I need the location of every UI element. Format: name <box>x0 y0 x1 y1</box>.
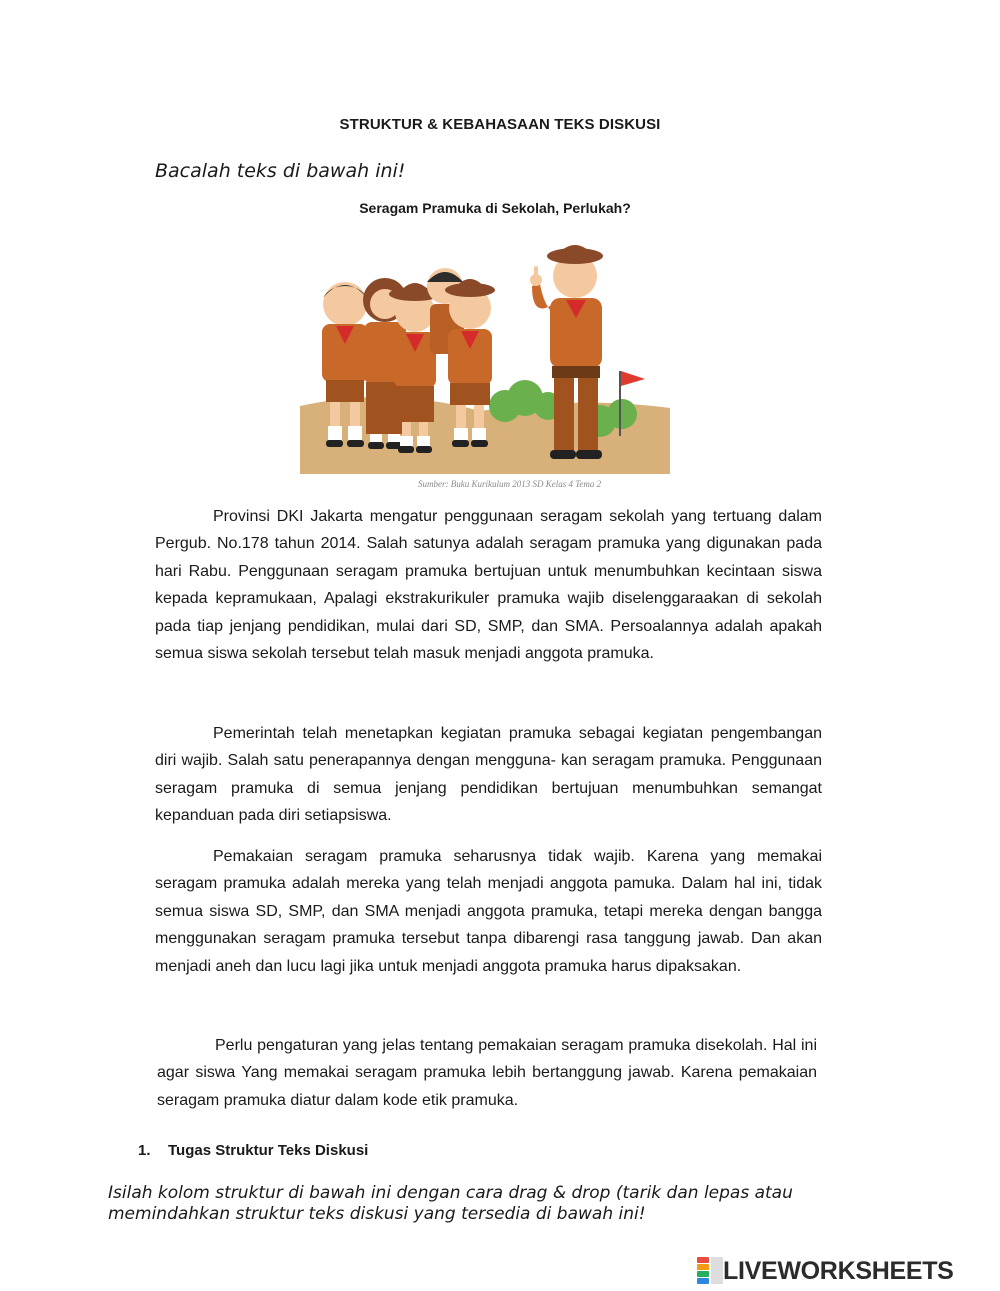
scout-illustration-svg <box>300 236 670 491</box>
task-number: 1. <box>138 1142 151 1159</box>
paragraph-1: Provinsi DKI Jakarta mengatur penggunaan seragam sekolah yang tertuang dalam Pergub. No.178 tahun 2014. Salah satunya adalah seragam pramuka yang digunakan pada hari Rabu. Penggunaan seragam pramuka bertujuan untuk menumbuhkan kecintaan siswa kepada kepramukaan, Apalagi ekstrakurikuler pramuka wajib diselenggaraakan di sekolah pada tiap jenjang pendidikan, mulai dari SD, SMP, dan SMA. Persoalannya adalah apakah semua siswa sekolah tersebut telah masuk menjadi anggota pramuka. <box>155 508 822 663</box>
scout-illustration <box>300 236 670 491</box>
article-title: Seragam Pramuka di Sekolah, Perlukah? <box>359 200 631 216</box>
task-title: Tugas Struktur Teks Diskusi <box>168 1142 369 1159</box>
paragraph-3: Pemakaian seragam pramuka seharusnya tidak wajib. Karena yang memakai seragam pramuka adalah mereka yang telah menjadi anggota pamuka. Dalam hal ini, tidak semua siswa SD, SMP, dan SMA menjadi anggota pramuka, tetapi mereka dengan bangga menggunakan seragam pramuka tersebut tanpa dibarengi rasa tanggung jawab. Dan akan menjadi aneh dan lucu lagi jika untuk menjadi anggota pramuka harus dipaksakan. <box>155 848 822 975</box>
page-title: STRUKTUR & KEBAHASAAN TEKS DISKUSI <box>339 116 661 133</box>
task-instruction: Isilah kolom struktur di bawah ini dengan cara drag & drop (tarik dan lepas atau memindahkan struktur teks diskusi yang tersedia di bawah ini! <box>108 1183 793 1224</box>
liveworksheets-logo <box>697 1256 954 1286</box>
paragraph-2: Pemerintah telah menetapkan kegiatan pramuka sebagai kegiatan pengembangan diri wajib. Salah satu penerapannya dengan mengguna- kan seragam pramuka. Penggunaan seragam pramuka di semua jenjang pendidikan bertujuan menumbuhkan semangat kepanduan pada diri setiapsiswa. <box>155 725 822 825</box>
liveworksheets-logo-text: LIVEWORKSHEETS <box>723 1256 954 1285</box>
task-heading <box>138 1142 368 1159</box>
liveworksheets-logo-icon <box>697 1257 723 1285</box>
paragraph-4: Perlu pengaturan yang jelas tentang pemakaian seragam pramuka disekolah. Hal ini agar siswa Yang memakai seragam pramuka lebih bertanggung jawab. Karena pemakaian seragam pramuka diatur dalam kode etik pramuka. <box>157 1037 817 1109</box>
reading-instruction: Bacalah teks di bawah ini! <box>155 160 406 182</box>
image-credit: Sumber: Buku Kurikulum 2013 SD Kelas 4 Tema 2 <box>418 479 602 489</box>
